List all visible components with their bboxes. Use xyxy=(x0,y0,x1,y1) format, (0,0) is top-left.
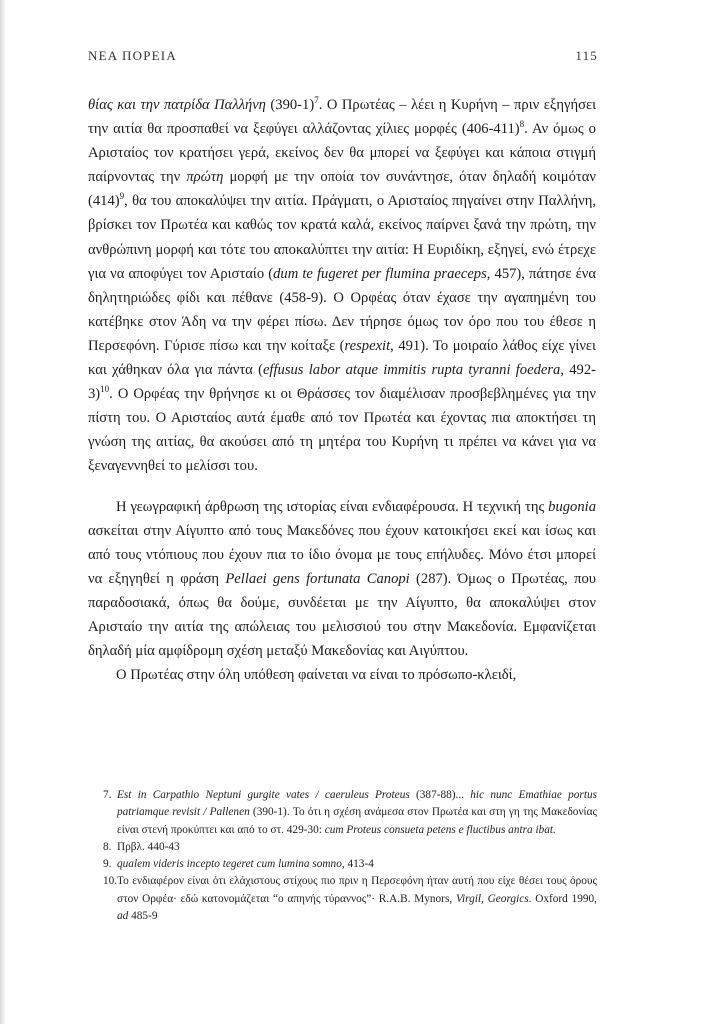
italic-text: hic nunc Emathiae portus patriamque revisit / Pallenen xyxy=(117,789,597,819)
text-run: . Αν όμως ο Αρισταίος τον κρατήσει γερά, εκείνος δεν θα μπορεί να ξεφύγει και κάποια στιγμή παίρνοντας την xyxy=(88,121,596,186)
text-run: ασκείται στην Αίγυπτο από τους Μακεδόνες που έχουν κατοικήσει εκεί και ίσως και από τους ντόπιους που έχουν πια το ίδιο όνομα με τους επήλυδες. Μόνο έτσι μπορεί να εξηγηθεί η φράση xyxy=(88,522,596,587)
text-run: (287). Όμως ο Πρωτέας, που παραδοσιακά, όπως θα δούμε, συνδέεται με την Αίγυπτο, θα αποκαλύψει στον Αρισταίο την αιτία της απώλειας του μελισσιού του στην Μακεδονία. Εμφανίζεται δηλαδή μία αμφίδρομη σχέση μεταξύ Μακεδονίας και Αιγύπτου. xyxy=(88,570,596,660)
footnote-number: 10. xyxy=(103,875,118,888)
footnote-ref: 9 xyxy=(119,191,125,202)
italic-text: Virgil, Georgics xyxy=(455,892,529,905)
footnote xyxy=(103,856,597,873)
paragraph xyxy=(88,495,596,664)
text-run: μορφή με την οποία τον συνάντησε, όταν δηλαδή κοιμόταν (414) xyxy=(88,169,596,210)
body-text xyxy=(88,93,596,687)
text-run: , 492-3) xyxy=(88,362,596,403)
footnote xyxy=(103,873,597,925)
italic-text: πρώτη xyxy=(186,169,224,186)
text-run: Η γεωγραφική άρθρωση της ιστορίας είναι ενδιαφέρουσα. Η τεχνική της xyxy=(116,498,549,515)
footnote-text xyxy=(117,856,597,873)
footnote-ref: 10 xyxy=(100,384,110,395)
text-run: (390-1) xyxy=(265,97,315,113)
footnote-text xyxy=(117,873,597,925)
italic-text: θίας και την πατρίδα Παλλήνη xyxy=(88,97,266,113)
text-run: , 457), πάτησε ένα δηλητηριώδες φίδι και πέθανε (458-9). Ο Ορφέας όταν έχασε την αγαπημένη του κατέβηκε στον Άδη να την φέρει πίσω. Δεν τήρησε όμως τον όρο που του έθεσε η Περσεφόνη. Γύρισε πίσω και την κοίταξε ( xyxy=(88,265,597,354)
footnote xyxy=(103,839,597,856)
paragraph xyxy=(88,663,596,687)
text-run: (390-1). Το ότι η σχέση ανάμεσα στον Πρωτέα και στη γη της Μακεδονίας είναι στενή προκύπτει και από το στ. 429-30: xyxy=(117,806,597,836)
text-run: 485-9 xyxy=(128,910,158,923)
footnote-number: 9. xyxy=(103,858,112,871)
italic-text: Est in Carpathio Neptuni gurgite vates / caeruleus Proteus xyxy=(117,789,410,801)
footnote-ref: 7 xyxy=(314,95,319,106)
italic-text: effusus labor atque immitis rupta tyranni foedera xyxy=(262,362,561,379)
page-number: 115 xyxy=(575,48,598,63)
paragraph xyxy=(88,93,596,479)
footnote-text xyxy=(117,839,597,856)
running-title: ΝΕΑ ΠΟΡΕΙΑ xyxy=(88,48,177,63)
italic-text: dum te fugeret per flumina praeceps xyxy=(273,265,487,282)
text-run: . Ο Πρωτέας – λέει η Κυρήνη – πριν εξηγήσει την αιτία θα προσπαθεί να ξεφύγει αλλάζοντας χίλιες μορφές (406-411) xyxy=(88,97,596,138)
text-run: (387-88)... xyxy=(409,789,471,801)
italic-text: ad xyxy=(117,910,129,923)
text-run: Ο Πρωτέας στην όλη υπόθεση φαίνεται να είναι το πρόσωπο-κλειδί, xyxy=(116,667,517,684)
footnote xyxy=(103,787,597,839)
text-run: , 491). Το μοιραίο λάθος είχε γίνει και χάθηκαν όλα για πάντα ( xyxy=(88,337,596,379)
italic-text: qualem videris incepto tegeret cum lumina somno xyxy=(117,858,342,871)
footnote-number: 8. xyxy=(103,840,112,853)
footnotes xyxy=(103,787,597,925)
italic-text: cum Proteus consueta petens e fluctibus antra ibat. xyxy=(324,823,556,836)
text-run: Το ενδιαφέρον είναι ότι ελάχιστους στίχους πιο πριν η Περσεφόνη ήταν αυτή που είχε θέσει τους όρους στον Ορφέα· εδώ κατονομάζεται “ο απηνής τύραννος”· R.A.B. Mynors, xyxy=(117,875,597,905)
italic-text: respexit xyxy=(344,337,391,354)
text-run: . Oxford 1990, xyxy=(528,892,598,905)
text-run: , 413-4 xyxy=(341,858,374,871)
footnote-ref: 8 xyxy=(519,119,525,130)
text-run: . Ο Ορφέας την θρήνησε κι οι Θράσσες τον διαμέλισαν προσβεβλημένες για την πίστη του. Ο Αρισταίος αυτά έμαθε από τον Πρωτέα και έχοντας πια αποκτήσει τη γνώση της αιτίας, θα ακούσει από τη μητέρα του Κυρήνη τι πρέπει να κάνει για να ξεναγεννηθεί το μελίσσι του. xyxy=(88,386,596,475)
footnote-text xyxy=(117,787,597,839)
italic-text: bugonia xyxy=(548,498,596,515)
page-edge-shadow xyxy=(0,0,6,1024)
footnote-number: 7. xyxy=(103,789,112,801)
text-run: , θα του αποκαλύψει την αιτία. Πράγματι, ο Αρισταίος πηγαίνει στην Παλλήνη, βρίσκει τον Πρωτέα και καθώς τον κρατά καλά, εκείνος παίρνει ξανά την πρώτη, την ανθρώπινη μορφή και τότε του αποκαλύπτει την αιτία: Η Ευριδίκη, εξηγεί, ενώ έτρεχε για να αποφύγει τον Αρισταίο ( xyxy=(88,193,596,282)
text-run: Πρβλ. 440-43 xyxy=(117,840,180,853)
running-header xyxy=(88,48,598,64)
italic-text: Pellaei gens fortunata Canopi xyxy=(225,570,410,587)
